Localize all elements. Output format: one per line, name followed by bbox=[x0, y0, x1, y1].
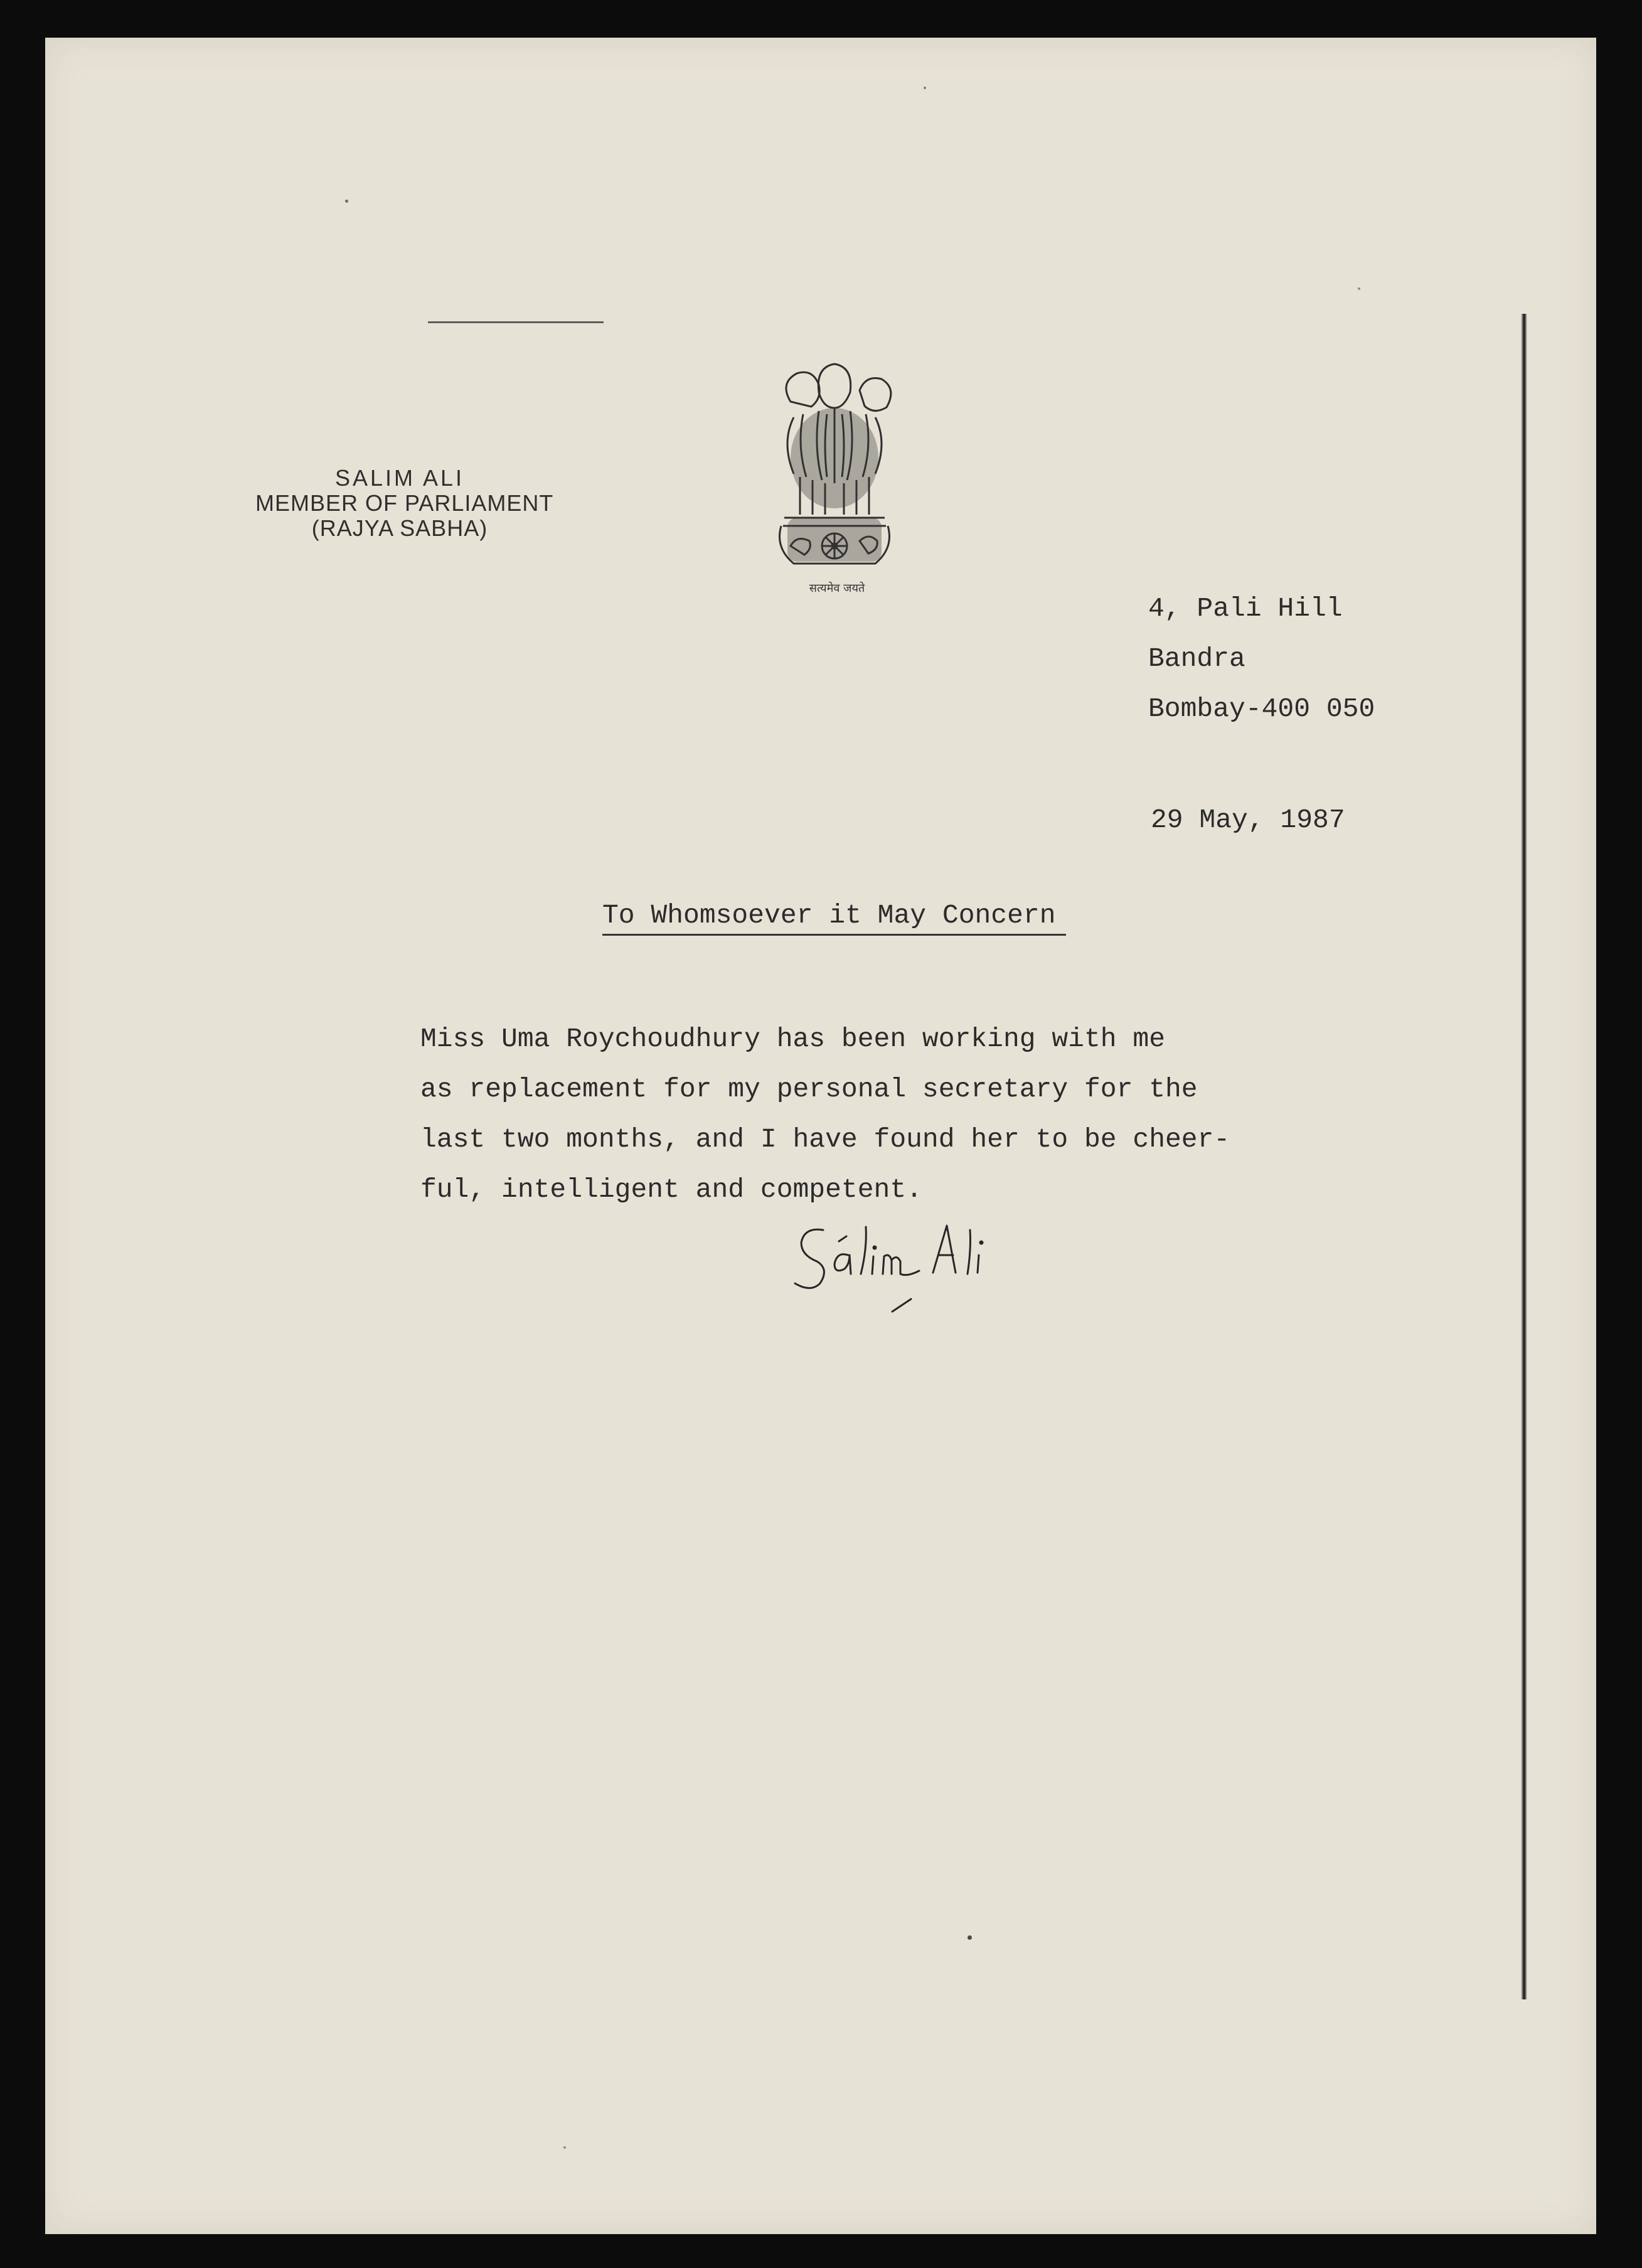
fold-line bbox=[1521, 314, 1527, 1999]
letter-subject: To Whomsoever it May Concern bbox=[602, 900, 1066, 936]
paper-speck bbox=[968, 1935, 972, 1940]
paper-speck bbox=[924, 87, 926, 89]
body-line-3: last two months, and I have found her to be cheer- bbox=[420, 1124, 1230, 1155]
letterhead-title: MEMBER OF PARLIAMENT bbox=[255, 490, 554, 516]
letter-body bbox=[420, 1014, 1230, 1215]
letterhead-name: SALIM ALI bbox=[334, 465, 465, 491]
body-line-2: as replacement for my personal secretary for the bbox=[420, 1074, 1198, 1105]
pen-stroke-mark bbox=[428, 321, 604, 323]
address-line-3: Bombay-400 050 bbox=[1148, 693, 1375, 724]
emblem-motto: सत्यमेव जयते bbox=[809, 582, 865, 595]
address-block bbox=[1148, 584, 1375, 734]
address-line-2: Bandra bbox=[1148, 643, 1245, 674]
body-line-4: ful, intelligent and competent. bbox=[420, 1174, 922, 1205]
paper-speck bbox=[1358, 287, 1360, 290]
body-line-1: Miss Uma Roychoudhury has been working with me bbox=[420, 1024, 1165, 1054]
national-emblem-icon bbox=[765, 358, 904, 609]
letterhead-house: (RAJYA SABHA) bbox=[311, 515, 488, 541]
paper-speck bbox=[563, 2146, 566, 2149]
letterhead bbox=[255, 465, 554, 541]
letter-page bbox=[45, 38, 1596, 2234]
paper-speck bbox=[345, 200, 348, 203]
letter-date: 29 May, 1987 bbox=[1151, 805, 1345, 835]
address-line-1: 4, Pali Hill bbox=[1148, 593, 1343, 624]
handwritten-signature bbox=[779, 1217, 1055, 1324]
